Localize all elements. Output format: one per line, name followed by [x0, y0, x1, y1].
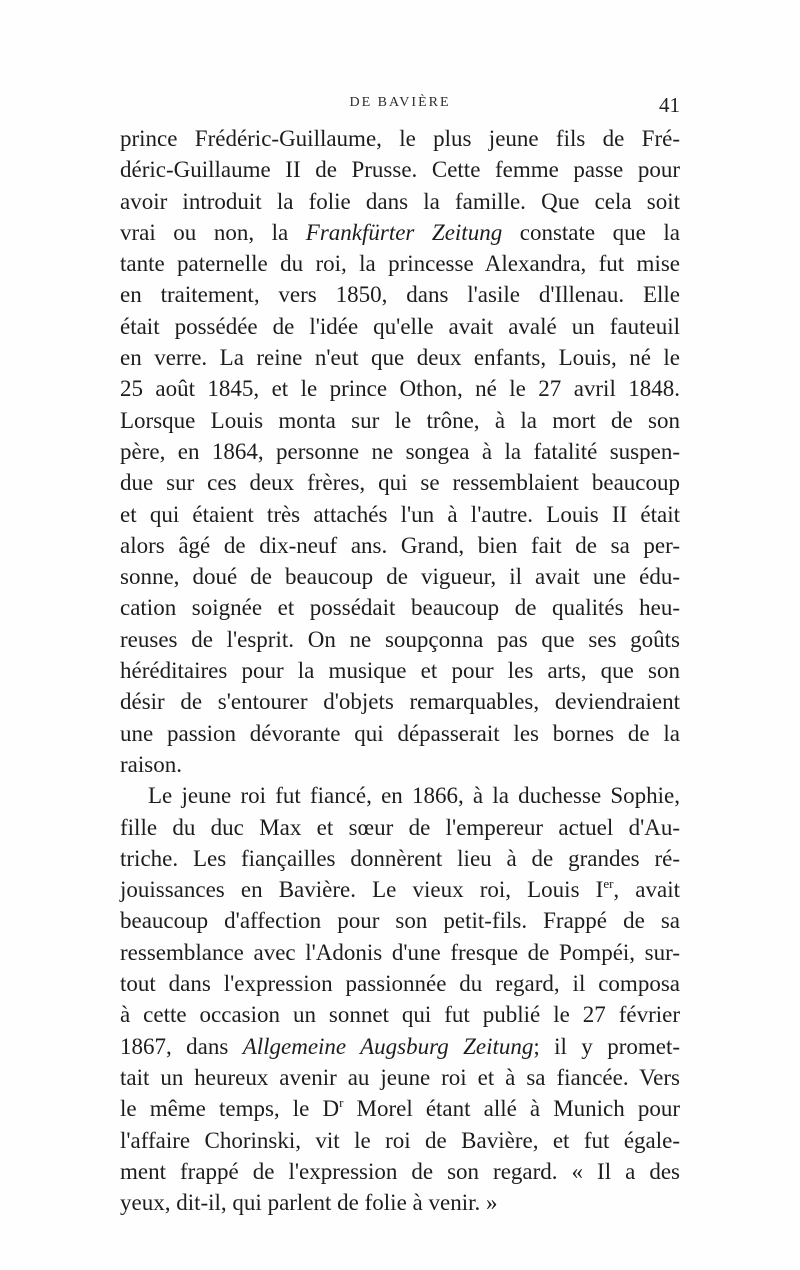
- text-line: et qui étaient très attachés l'un à l'autre. Louis II était: [120, 501, 680, 527]
- text-line: une passion dévorante qui dépasserait les bornes de la: [120, 720, 680, 746]
- text-line: ment frappé de l'expression de son regard. « Il a des: [120, 1158, 680, 1184]
- text-line: était possédée de l'idée qu'elle avait avalé un fauteuil: [120, 313, 680, 339]
- text-line: [120, 1093, 680, 1124]
- text-line: yeux, dit-il, qui parlent de folie à venir. »: [120, 1190, 498, 1216]
- text-line: ressemblance avec l'Adonis d'une fresque de Pompéi, sur-: [120, 939, 680, 965]
- text-line: sonne, doué de beaucoup de vigueur, il avait une édu-: [120, 564, 680, 590]
- running-title: DE BAVIÈRE: [349, 95, 451, 110]
- text-line: à cette occasion un sonnet qui fut publié le 27 février: [120, 1002, 680, 1028]
- text-span: ; il y promet-: [533, 1033, 680, 1059]
- newspaper-title: Allgemeine Augsburg Zeitung: [242, 1033, 534, 1059]
- paragraph-2: [120, 780, 680, 1218]
- superscript: er: [603, 876, 614, 892]
- page-header: [120, 93, 680, 117]
- text-line: triche. Les fiançailles donnèrent lieu à de grandes ré-: [120, 845, 680, 871]
- text-line: en verre. La reine n'eut que deux enfants, Louis, né le: [120, 345, 680, 371]
- text-line: due sur ces deux frères, qui se ressemblaient beaucoup: [120, 470, 680, 496]
- text-line: Lorsque Louis monta sur le trône, à la mort de son: [120, 407, 680, 433]
- superscript: r: [339, 1095, 344, 1111]
- text-line: Le jeune roi fut fiancé, en 1866, à la duchesse Sophie,: [148, 783, 680, 809]
- text-line: père, en 1864, personne ne songea à la fatalité suspen-: [120, 438, 680, 464]
- text-line: en traitement, vers 1850, dans l'asile d'Illenau. Elle: [120, 282, 680, 308]
- text-span: constate que la: [519, 219, 680, 245]
- text-line: alors âgé de dix-neuf ans. Grand, bien fait de sa per-: [120, 532, 680, 558]
- text-line: [120, 874, 680, 905]
- text-line: tait un heureux avenir au jeune roi et à sa fiancée. Vers: [120, 1064, 680, 1090]
- text-line: héréditaires pour la musique et pour les arts, que son: [120, 658, 680, 684]
- text-line: beaucoup d'affection pour son petit-fils. Frappé de sa: [120, 908, 680, 934]
- text-span: vrai ou non, la: [120, 219, 289, 245]
- text-line: tante paternelle du roi, la princesse Alexandra, fut mise: [120, 251, 680, 277]
- text-span: jouissances en Bavière. Le vieux roi, Louis I: [120, 877, 604, 903]
- text-span: , avait: [613, 877, 680, 903]
- text-line: tout dans l'expression passionnée du regard, il composa: [120, 971, 680, 997]
- text-line: l'affaire Chorinski, vit le roi de Bavière, et fut égale-: [120, 1127, 680, 1153]
- page-number: 41: [659, 93, 680, 117]
- text-span: Morel étant allé à Munich pour: [343, 1096, 680, 1122]
- text-line: avoir introduit la folie dans la famille. Que cela soit: [120, 188, 680, 214]
- newspaper-title: Frankfürter Zeitung: [305, 219, 503, 245]
- text-line: [120, 1031, 680, 1062]
- paragraph-1: [120, 123, 680, 780]
- text-line: cation soignée et possédait beaucoup de qualités heu-: [120, 595, 680, 621]
- text-line: 25 août 1845, et le prince Othon, né le 27 avril 1848.: [120, 376, 680, 402]
- body-text: [120, 123, 680, 1218]
- text-line: déric-Guillaume II de Prusse. Cette femme passe pour: [120, 157, 680, 183]
- text-line: désir de s'entourer d'objets remarquables, deviendraient: [120, 689, 680, 715]
- text-line: reuses de l'esprit. On ne soupçonna pas que ses goûts: [120, 626, 680, 652]
- text-span: le même temps, le D: [120, 1096, 340, 1122]
- text-line: fille du duc Max et sœur de l'empereur actuel d'Au-: [120, 814, 680, 840]
- text-line: [120, 217, 680, 248]
- text-span: 1867, dans: [120, 1033, 229, 1059]
- text-line: prince Frédéric-Guillaume, le plus jeune fils de Fré-: [120, 126, 680, 151]
- text-line: raison.: [120, 751, 182, 777]
